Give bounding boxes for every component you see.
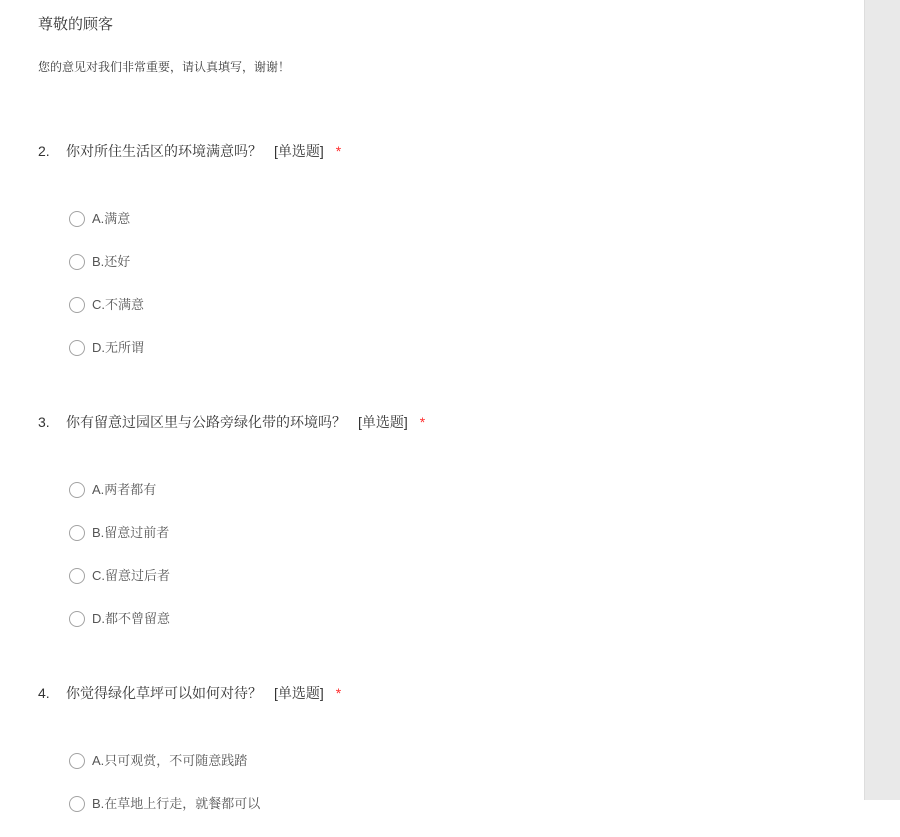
radio-button-icon[interactable]	[69, 796, 85, 812]
radio-option-row[interactable]	[69, 794, 864, 814]
radio-button-icon[interactable]	[69, 611, 85, 627]
radio-button-icon[interactable]	[69, 753, 85, 769]
radio-button-icon[interactable]	[69, 340, 85, 356]
radio-option-row[interactable]	[69, 751, 864, 771]
question-header	[38, 141, 864, 161]
question-list	[38, 141, 864, 814]
radio-button-icon[interactable]	[69, 482, 85, 498]
radio-button-icon[interactable]	[69, 297, 85, 313]
radio-option-label: A.只可观赏，不可随意践踏	[92, 753, 248, 768]
radio-option-row[interactable]	[69, 252, 864, 272]
question-text: 你对所住生活区的环境满意吗？	[66, 143, 262, 159]
radio-option-row[interactable]	[69, 609, 864, 629]
question-header	[38, 683, 864, 703]
radio-option-label: C.留意过后者	[92, 568, 171, 583]
option-list	[69, 751, 864, 814]
question-block	[38, 141, 864, 358]
radio-option-label: A.满意	[92, 211, 131, 226]
question-text: 你觉得绿化草坪可以如何对待？	[66, 685, 262, 701]
required-asterisk: *	[335, 685, 342, 701]
option-list	[69, 480, 864, 629]
radio-option-label: A.两者都有	[92, 482, 157, 497]
radio-option-label: B.留意过前者	[92, 525, 170, 540]
radio-option-label: D.都不曾留意	[92, 611, 171, 626]
question-text: 你有留意过园区里与公路旁绿化带的环境吗？	[66, 414, 346, 430]
radio-button-icon[interactable]	[69, 525, 85, 541]
radio-button-icon[interactable]	[69, 568, 85, 584]
question-number: 3.	[38, 414, 50, 430]
question-type-label: [单选题]	[358, 414, 408, 430]
form-subtitle: 您的意见对我们非常重要，请认真填写，谢谢！	[38, 60, 291, 74]
radio-option-row[interactable]	[69, 566, 864, 586]
form-title: 尊敬的顾客	[38, 16, 114, 33]
question-type-label: [单选题]	[274, 143, 324, 159]
question-number: 4.	[38, 685, 50, 701]
radio-option-label: B.在草地上行走，就餐都可以	[92, 796, 261, 811]
radio-option-label: B.还好	[92, 254, 131, 269]
radio-button-icon[interactable]	[69, 211, 85, 227]
radio-option-row[interactable]	[69, 209, 864, 229]
radio-option-row[interactable]	[69, 480, 864, 500]
question-type-label: [单选题]	[274, 685, 324, 701]
page-gutter	[864, 0, 900, 800]
question-header	[38, 412, 864, 432]
required-asterisk: *	[335, 143, 342, 159]
radio-option-row[interactable]	[69, 338, 864, 358]
question-block	[38, 683, 864, 814]
radio-option-label: C.不满意	[92, 297, 145, 312]
option-list	[69, 209, 864, 358]
required-asterisk: *	[419, 414, 426, 430]
radio-option-row[interactable]	[69, 523, 864, 543]
radio-option-label: D.无所谓	[92, 340, 145, 355]
radio-option-row[interactable]	[69, 295, 864, 315]
question-block	[38, 412, 864, 629]
radio-button-icon[interactable]	[69, 254, 85, 270]
question-number: 2.	[38, 143, 50, 159]
